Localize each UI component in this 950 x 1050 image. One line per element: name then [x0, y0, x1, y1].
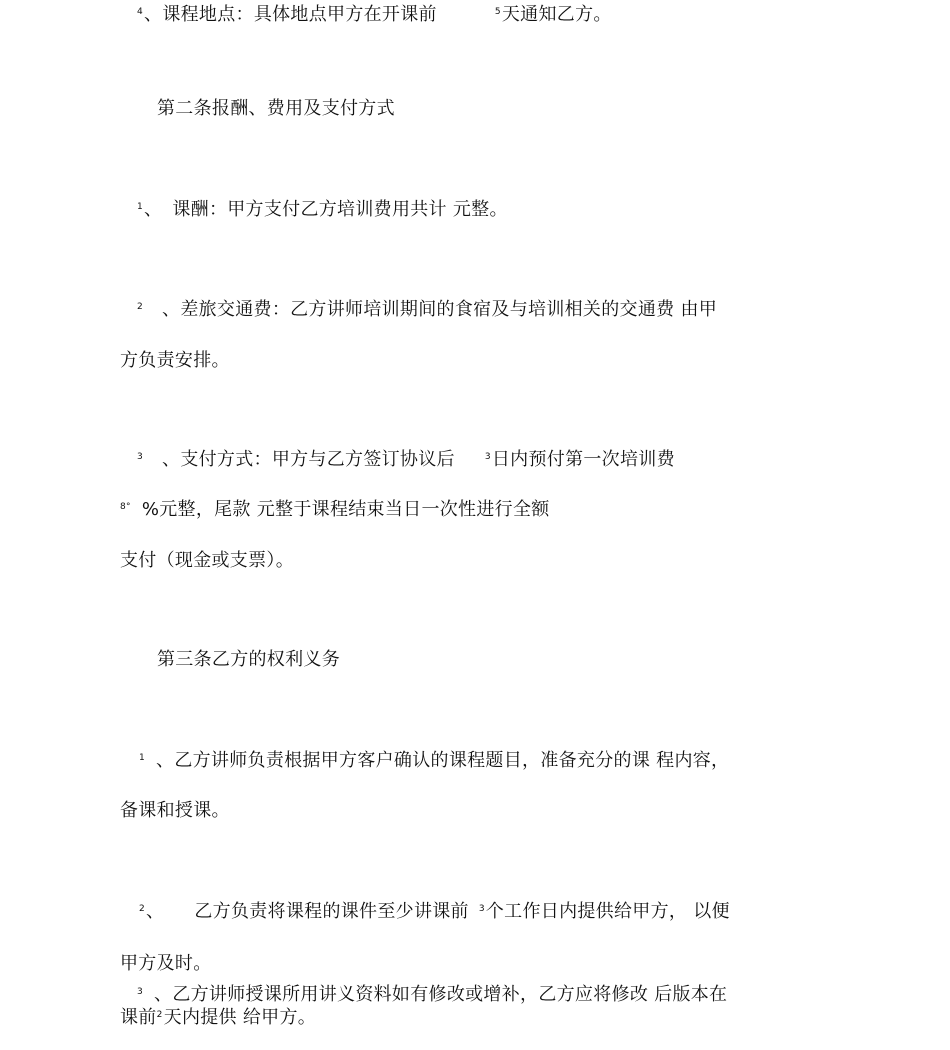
item-number: 1: [137, 202, 144, 212]
clause-3-heading: 第三条乙方的权利义务: [157, 649, 340, 670]
percent-number: 8°: [120, 502, 131, 512]
clause-2-heading: 第二条报酬、费用及支付方式: [157, 98, 395, 119]
days-number: 3: [478, 904, 485, 914]
item-number: 1: [139, 753, 146, 763]
item-courseware-delivery: [139, 900, 730, 924]
item-text: 、乙方讲师负责根据甲方客户确认的课程题目，准备充分的课 程内容，: [156, 750, 730, 771]
item-text-tail: 天内提供 给甲方。: [163, 1007, 317, 1028]
item-payment-method: [137, 448, 675, 472]
days-number: 5: [494, 7, 501, 17]
item-handout-revision-cont: [120, 1006, 316, 1030]
item-number: 2: [139, 904, 146, 914]
item-text-cont: %元整，尾款 元整于课程结束当日一次性进行全额: [141, 499, 550, 520]
item-course-fee: [137, 198, 508, 222]
days-number: 2: [156, 1010, 163, 1020]
item-text-cont: 课前: [120, 1007, 157, 1028]
item-handout-revision: [137, 983, 727, 1007]
item-course-preparation: [139, 749, 729, 773]
item-number: 2: [137, 302, 144, 312]
item-travel-expenses-cont: 方负责安排。: [120, 350, 230, 371]
item-text-tail: 天通知乙方。: [501, 4, 612, 25]
item-text: 课酬：甲方支付乙方培训费用共计 元整。: [172, 199, 508, 220]
item-text-tail: 个工作日内提供给甲方， 以便: [485, 901, 730, 922]
item-text-tail: 日内预付第一次培训费: [491, 449, 675, 470]
item-number: 4: [137, 7, 144, 17]
item-text: 乙方负责将课程的课件至少讲课前: [194, 901, 469, 922]
item-separator: 、: [146, 901, 165, 922]
item-text: 、课程地点：具体地点甲方在开课前: [144, 4, 437, 25]
item-payment-method-end: 支付（现金或支票）。: [120, 550, 294, 571]
item-text: 、乙方讲师授课所用讲义资料如有修改或增补，乙方应将修改 后版本在: [154, 984, 728, 1005]
item-separator: 、: [144, 199, 163, 220]
item-travel-expenses: [137, 298, 717, 322]
item-course-preparation-cont: 备课和授课。: [120, 800, 230, 821]
item-number: 3: [137, 987, 144, 997]
item-courseware-delivery-cont: 甲方及时。: [120, 953, 212, 974]
item-text: 、支付方式：甲方与乙方签订协议后: [162, 449, 455, 470]
days-number: 3: [484, 452, 491, 462]
item-text: 、差旅交通费：乙方讲师培训期间的食宿及与培训相关的交通费 由甲: [162, 299, 718, 320]
item-number: 3: [137, 452, 144, 462]
item-payment-method-cont: [120, 498, 550, 522]
item-course-location: [137, 3, 612, 27]
